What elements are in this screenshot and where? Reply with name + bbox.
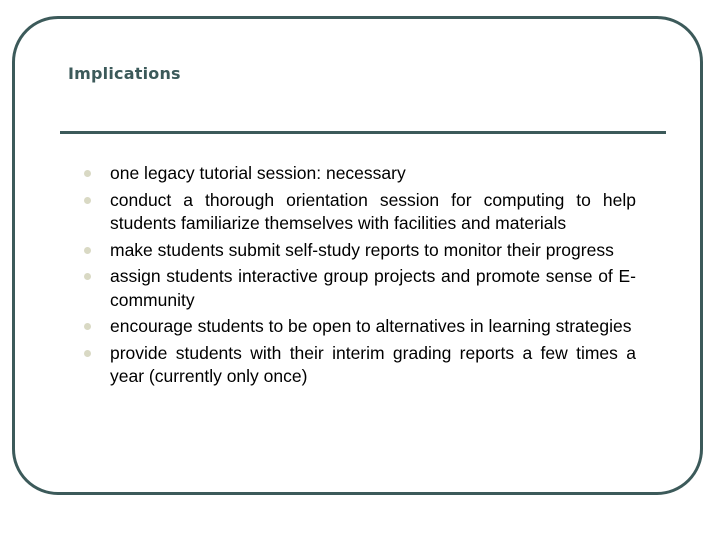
bullet-icon (84, 197, 91, 204)
bullet-icon (84, 273, 91, 280)
bullet-text: conduct a thorough orientation session for computing to help students familiarize themselves with facilities and materials (110, 189, 636, 233)
bullet-text: make students submit self-study reports to monitor their progress (110, 239, 614, 260)
bullet-list (110, 162, 636, 392)
bullet-text: encourage students to be open to alternatives in learning strategies (110, 316, 632, 336)
list-item (110, 342, 636, 389)
title-divider (60, 131, 666, 134)
bullet-icon (84, 247, 91, 254)
list-item (110, 265, 636, 312)
bullet-icon (84, 323, 91, 330)
bullet-text: assign students interactive group projects and promote sense of E-community (110, 266, 636, 310)
bullet-text: provide students with their interim grading reports a few times a year (currently only once) (110, 342, 636, 386)
bullet-text: one legacy tutorial session: necessary (110, 163, 406, 183)
bullet-icon (84, 170, 91, 177)
list-item (110, 315, 636, 339)
list-item (110, 162, 636, 186)
slide-title: Implications (68, 64, 181, 83)
list-item (110, 189, 636, 236)
bullet-icon (84, 350, 91, 357)
list-item (110, 239, 636, 263)
